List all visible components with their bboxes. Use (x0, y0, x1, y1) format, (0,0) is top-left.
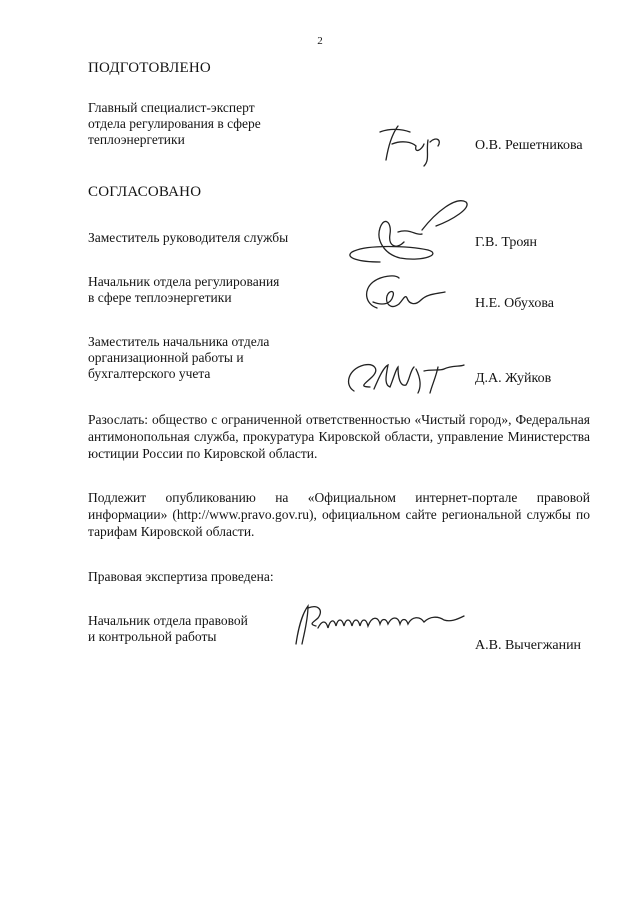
position-line: Начальник отдела правовой (88, 613, 248, 628)
signer-1-position (88, 230, 288, 246)
signer-1-name: Г.В. Троян (475, 235, 538, 250)
page-number: 2 (317, 35, 323, 47)
signer-3-position (88, 334, 269, 382)
position-line: Заместитель начальника отдела (88, 334, 270, 349)
position-line: в сфере теплоэнергетики (88, 290, 232, 305)
signature-obukhova (355, 268, 455, 318)
position-line: и контрольной работы (88, 629, 217, 644)
position-line: бухгалтерского учета (88, 366, 211, 381)
agreed-heading: СОГЛАСОВАНО (88, 184, 202, 200)
signer-2-position (88, 274, 279, 306)
signer-3-name: Д.А. Жуйков (475, 371, 552, 386)
signer-2-name: Н.Е. Обухова (475, 296, 554, 311)
distribution-paragraph: Разослать: общество с ограниченной ответственностью «Чистый город», Федеральная антимонопольная служба, прокуратура Кировской области, управление Министерства юстиции России по Кировской области. (88, 412, 590, 461)
position-line: теплоэнергетики (88, 132, 185, 147)
position-line: Главный специалист-эксперт (88, 100, 255, 115)
position-line: Заместитель руководителя службы (88, 230, 289, 245)
position-line: отдела регулирования в сфере (88, 116, 261, 131)
publication-paragraph: Подлежит опубликованию на «Официальном интернет-портале правовой информации» (http://www.pravo.gov.ru), официальном сайте региональной службы по тарифам Кировской области. (88, 490, 590, 539)
signature-vychegzhanin (288, 600, 468, 650)
prepared-heading: ПОДГОТОВЛЕНО (88, 60, 211, 76)
signature-troyan (340, 192, 470, 272)
prepared-name: О.В. Решетникова (475, 138, 583, 153)
position-line: Начальник отдела регулирования (88, 274, 280, 289)
position-line: организационной работы и (88, 350, 244, 365)
signature-zhuikov (340, 355, 470, 400)
legal-review-note: Правовая экспертиза проведена: (88, 569, 274, 584)
signature-reshetnikova (372, 120, 452, 170)
legal-review-position (88, 613, 248, 645)
legal-review-name: А.В. Вычегжанин (475, 638, 582, 653)
prepared-position (88, 100, 261, 148)
